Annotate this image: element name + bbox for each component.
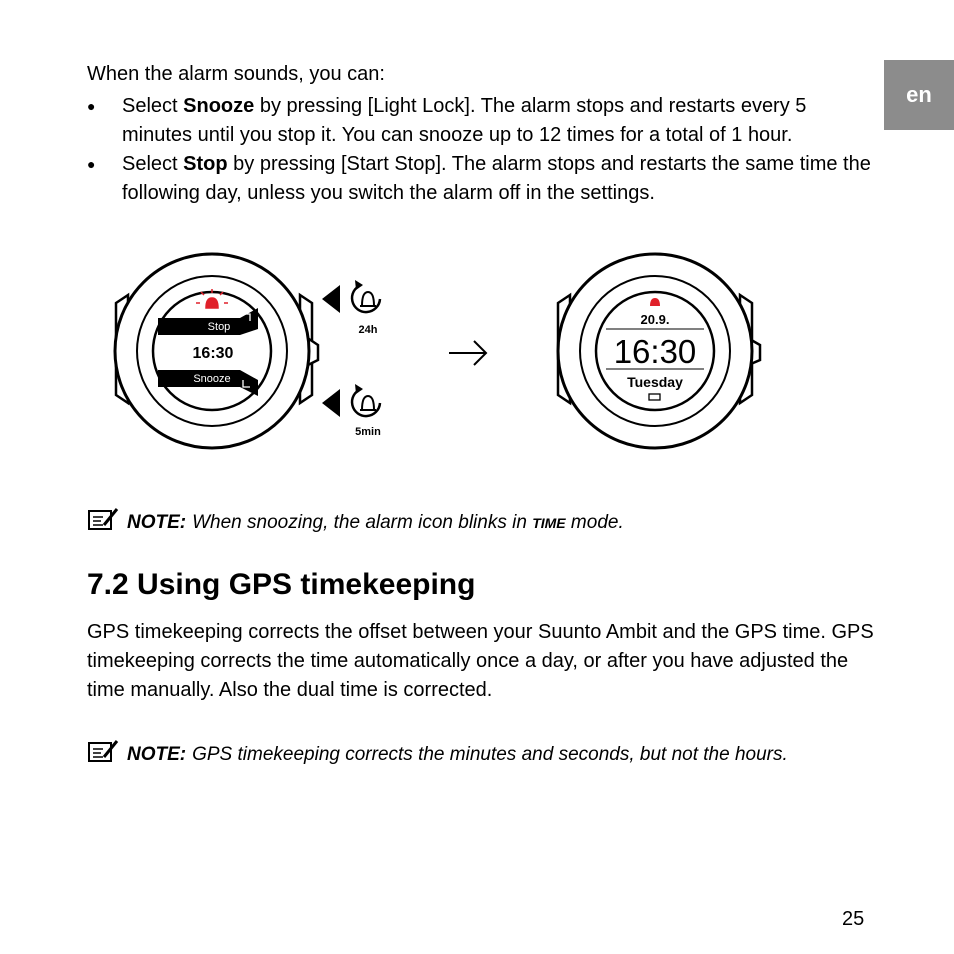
section-title: 7.2 Using GPS timekeeping — [87, 568, 476, 601]
note-text: GPS timekeeping corrects the minutes and seconds, but not the hours. — [192, 744, 788, 765]
note-text-before: When snoozing, the alarm icon blinks in — [192, 512, 527, 533]
note-label: NOTE: — [127, 512, 187, 533]
bullet-text: by pressing [Light Lock]. The alarm stops and restarts every 5 minutes until you stop it. You can snooze up to 12 times for a total of 1 hour. — [122, 95, 807, 146]
right-watch-date: 20.9. — [640, 312, 670, 327]
note-snoozing — [87, 512, 887, 534]
hint-5min-label: 5min — [355, 426, 381, 438]
bullet-prefix: Select — [122, 95, 184, 117]
right-watch-day: Tuesday — [627, 374, 683, 390]
note-pad-icon — [87, 738, 121, 764]
alarm-5min-icon — [352, 384, 380, 416]
right-watch — [558, 254, 760, 448]
note-label: NOTE: — [127, 744, 187, 765]
bullet-keyword: Stop — [183, 153, 228, 175]
option-list — [87, 92, 877, 208]
hint-24h-label: 24h — [358, 324, 378, 336]
note-gps — [87, 744, 887, 766]
language-label: en — [906, 82, 932, 107]
list-item — [87, 150, 877, 208]
bullet-keyword: Snooze — [183, 95, 255, 117]
bullet-text: by pressing [Start Stop]. The alarm stops and restarts the same time the following day, unless you switch the alarm off in the settings. — [122, 153, 871, 204]
arrow-right-icon — [449, 341, 486, 365]
right-watch-time: 16:30 — [613, 333, 697, 370]
time-mode-label: TIME — [532, 515, 566, 531]
alarm-figure — [0, 240, 954, 470]
pointer-icon — [322, 389, 340, 417]
button-hints — [322, 280, 381, 438]
snooze-label: Snooze — [193, 373, 231, 385]
bullet-prefix: Select — [122, 153, 184, 175]
note-text-after: mode. — [570, 512, 624, 533]
list-item — [87, 92, 877, 150]
note-text — [192, 512, 624, 534]
note-pad-icon — [87, 506, 121, 532]
alarm-24h-icon — [352, 280, 380, 312]
left-watch-time: 16:30 — [192, 345, 234, 362]
gps-body-text: GPS timekeeping corrects the offset between your Suunto Ambit and the GPS time. GPS timekeeping corrects the time automatically once a day, or after you have adjusted the time manually. Also the dual time is corrected. — [87, 621, 874, 701]
intro-text: When the alarm sounds, you can: — [87, 63, 385, 85]
left-watch — [115, 254, 318, 448]
page-number: 25 — [842, 908, 865, 930]
stop-label: Stop — [207, 321, 231, 333]
language-tab[interactable] — [884, 60, 954, 130]
pointer-icon — [322, 285, 340, 313]
